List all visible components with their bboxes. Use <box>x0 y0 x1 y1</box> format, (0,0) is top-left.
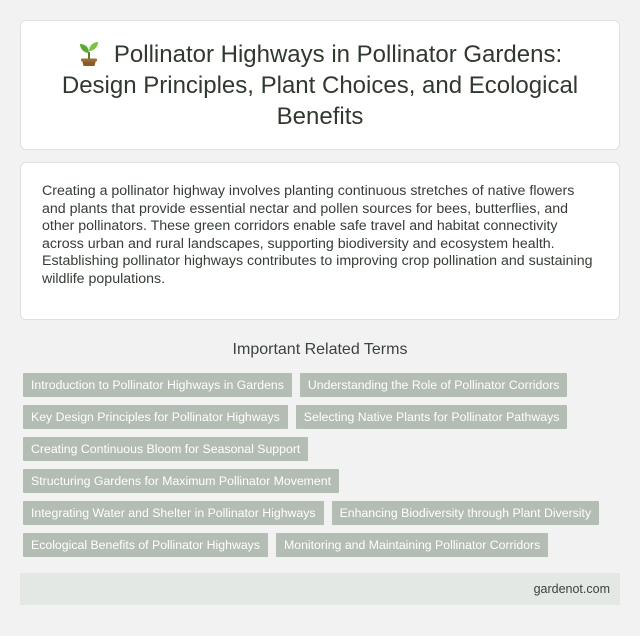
page-title-text: Pollinator Highways in Pollinator Gardens: Design Principles, Plant Choices, and Ecological Benefits <box>61 40 579 130</box>
sprout-icon <box>78 40 100 66</box>
term-tag[interactable]: Understanding the Role of Pollinator Corridors <box>300 373 568 397</box>
term-tag[interactable]: Integrating Water and Shelter in Pollinator Highways <box>23 501 324 525</box>
page-title <box>45 39 595 132</box>
footer-site-link[interactable]: gardenot.com <box>533 582 610 596</box>
term-tag[interactable]: Creating Continuous Bloom for Seasonal Support <box>23 437 308 461</box>
term-tag[interactable]: Structuring Gardens for Maximum Pollinator Movement <box>23 469 339 493</box>
related-terms-heading: Important Related Terms <box>232 341 408 358</box>
term-tag[interactable]: Monitoring and Maintaining Pollinator Corridors <box>276 533 548 557</box>
term-tag[interactable]: Selecting Native Plants for Pollinator Pathways <box>296 405 568 429</box>
title-card <box>20 20 620 150</box>
intro-card <box>20 162 620 320</box>
footer <box>20 573 620 605</box>
term-tag[interactable]: Key Design Principles for Pollinator Highways <box>23 405 288 429</box>
term-tag[interactable]: Ecological Benefits of Pollinator Highways <box>23 533 268 557</box>
related-terms-list <box>23 373 619 557</box>
intro-paragraph: Creating a pollinator highway involves planting continuous stretches of native flowers and plants that provide essential nectar and pollen sources for bees, butterflies, and other pollinators. These green corridors enable safe travel and habitat connectivity across urban and rural landscapes, supporting biodiversity and ecosystem health. Establishing pollinator highways contributes to improving crop pollination and sustaining wildlife populations. <box>42 183 593 287</box>
term-tag[interactable]: Enhancing Biodiversity through Plant Diversity <box>332 501 600 525</box>
term-tag[interactable]: Introduction to Pollinator Highways in Gardens <box>23 373 292 397</box>
